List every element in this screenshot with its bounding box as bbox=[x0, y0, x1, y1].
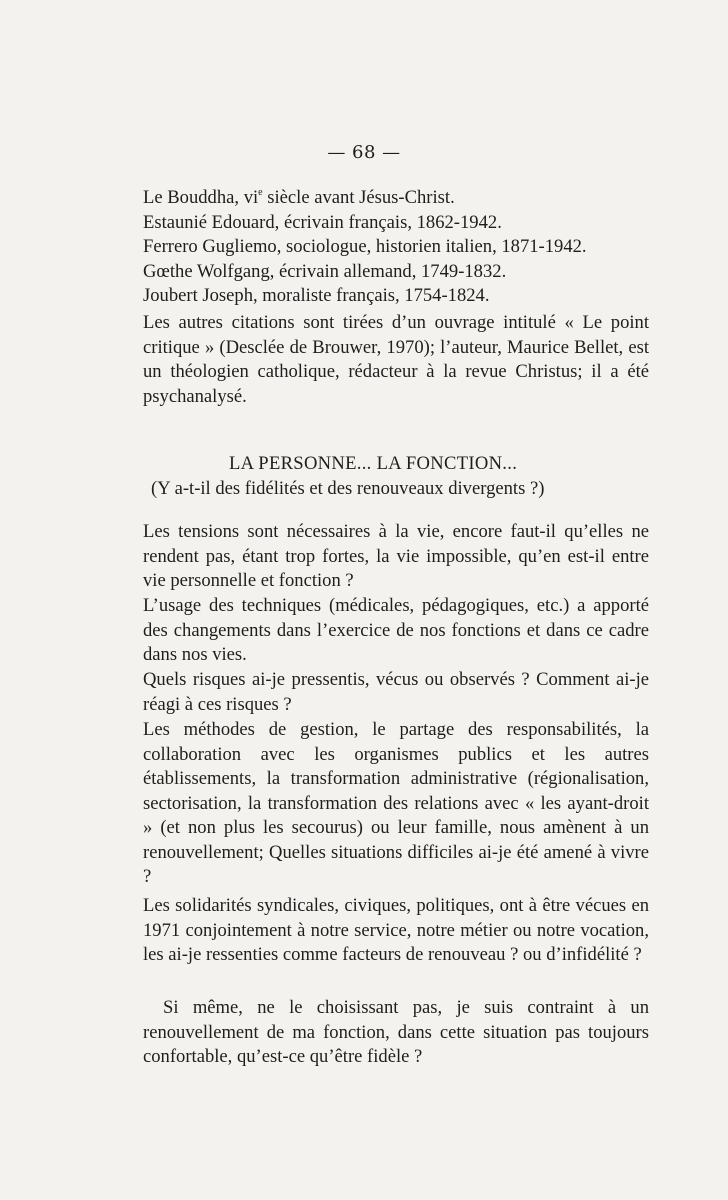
reference-list bbox=[143, 186, 649, 309]
section-subtitle: (Y a-t-il des fidélités et des renouveaux divergents ?) bbox=[151, 477, 545, 499]
paragraph-si-meme bbox=[143, 996, 649, 1070]
paragraph-methodes bbox=[143, 718, 649, 890]
paragraph-solidarites bbox=[143, 894, 649, 968]
paragraph-text: Les tensions sont nécessaires à la vie, encore faut-il qu’elles ne rendent pas, étant trop fortes, la vie impossible, qu’en est-il entre vie personnelle et fonction ? bbox=[143, 521, 649, 591]
paragraph-text: Les méthodes de gestion, le partage des responsabilités, la collaboration avec les organismes publics et les autres établissements, la transformation administrative (régionalisation, sectorisation, la transformation des relations avec « les ayant-droit » (et non plus les secourus) ou leur famille, nous amènent à un renouvellement; Quelles situations difficiles ai-je été amené à vivre ? bbox=[143, 719, 649, 887]
section-heading bbox=[143, 452, 649, 501]
paragraph-text: Si même, ne le choisissant pas, je suis contraint à un renouvellement de ma fonction, dans cette situation pas toujours confortable, qu’est-ce qu’être fidèle ? bbox=[143, 997, 649, 1067]
superscript: e bbox=[258, 187, 263, 198]
paragraph-tensions bbox=[143, 520, 649, 594]
reference-item: Estaunié Edouard, écrivain français, 1862-1942. bbox=[143, 211, 502, 233]
paragraph-text: Quels risques ai-je pressentis, vécus ou observés ? Comment ai-je réagi à ces risques ? bbox=[143, 669, 649, 715]
paragraph-text: L’usage des techniques (médicales, pédagogiques, etc.) a apporté des changements dans l’exercice de nos fonctions et dans ce cadre dans nos vies. bbox=[143, 595, 649, 665]
paragraph-text: Les autres citations sont tirées d’un ouvrage intitulé « Le point critique » (Desclée de Brouwer, 1970); l’auteur, Maurice Bellet, est un théologien catholique, rédacteur à la revue Christus; il a été psychanalysé. bbox=[143, 312, 649, 407]
paragraph-risques bbox=[143, 668, 649, 717]
reference-item: Le Bouddha, $vi^e$ siècle avant Jésus-Christ. bbox=[143, 187, 455, 208]
reference-item: Ferrero Gugliemo, sociologue, historien italien, 1871-1942. bbox=[143, 236, 587, 257]
paragraph-text: Les solidarités syndicales, civiques, politiques, ont à être vécues en 1971 conjointement à notre service, notre métier ou notre vocation, les ai-je ressenties comme facteurs de renouveau ? ou d’infidélité ? bbox=[143, 895, 649, 965]
page-number: — 68 — bbox=[327, 142, 401, 163]
reference-item: Gœthe Wolfgang, écrivain allemand, 1749-1832. bbox=[143, 260, 507, 282]
section-title: LA PERSONNE... LA FONCTION... bbox=[229, 453, 518, 474]
reference-item: Joubert Joseph, moraliste français, 1754-1824. bbox=[143, 285, 490, 306]
paragraph-usage bbox=[143, 594, 649, 668]
citations-paragraph bbox=[143, 311, 649, 409]
